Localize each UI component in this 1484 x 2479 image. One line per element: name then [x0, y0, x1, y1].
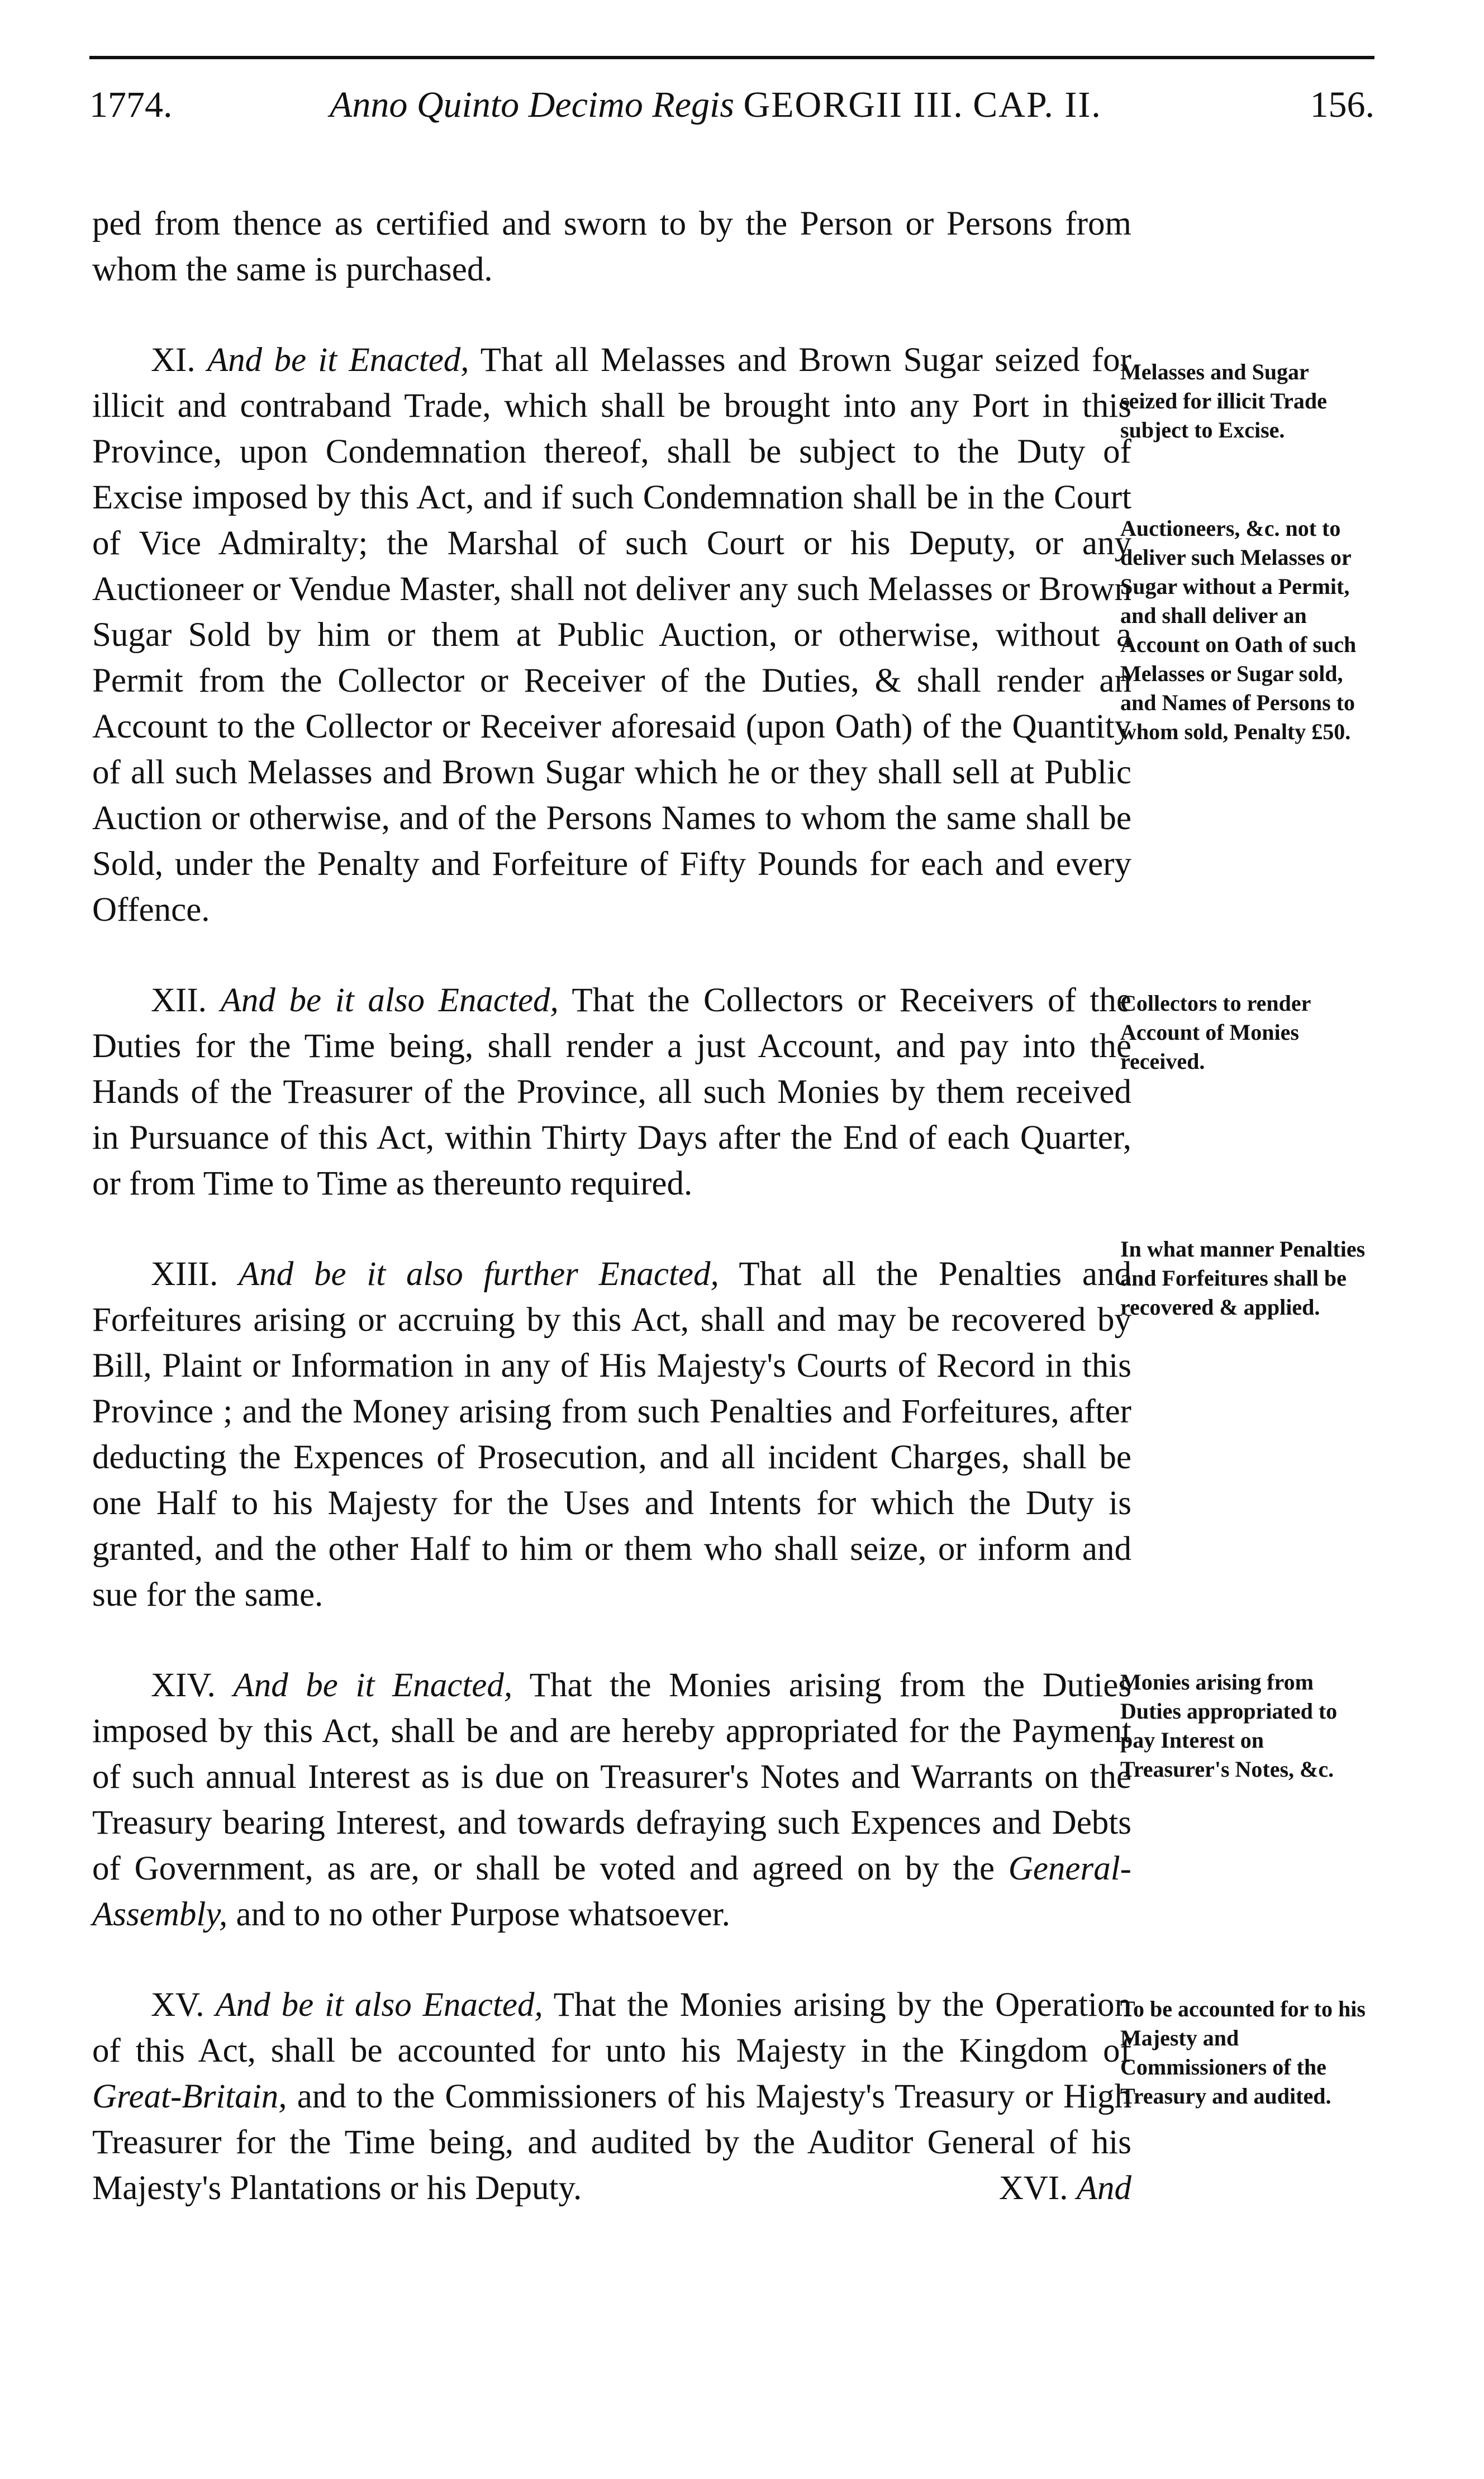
- enacting-clause: And be it also Enacted,: [220, 982, 559, 1019]
- header-year: 1774.: [89, 84, 173, 125]
- header-rule: [89, 56, 1374, 59]
- section-xi: [92, 337, 1131, 933]
- enacting-clause: And be it Enacted,: [233, 1667, 513, 1704]
- header-title-italic: Anno Quinto Decimo Regis: [330, 84, 735, 125]
- margin-note-excise: Melasses and Sugar seized for illicit Trade subject to Excise.: [1120, 359, 1327, 442]
- section-italic-term: Great-Britain,: [92, 2078, 287, 2115]
- main-text: [92, 201, 1131, 2211]
- enacting-clause: And be it Enacted,: [207, 341, 469, 379]
- section-xii: [92, 978, 1131, 1207]
- margin-note-penalties: In what manner Penalties and Forfeitures shall be recovered & applied.: [1120, 1236, 1366, 1320]
- section-number: XII.: [151, 982, 207, 1019]
- section-number: XI.: [151, 341, 196, 379]
- margin-note-monies: Monies arising from Duties appropriated to pay Interest on Treasurer's Notes, &c.: [1120, 1669, 1338, 1782]
- paragraph-continuation: [92, 201, 1131, 293]
- header-title-king: GEORGII III.: [743, 84, 964, 125]
- section-text: That the Collectors or Receivers of the Duties for the Time being, shall render a just Account, and pay into the Hands of the Treasurer of the Province, all such Monies by them received in Pursuance of this Act, within Thirty Days after the End of each Quarter, or from Time to Time as thereunto required.: [92, 982, 1132, 1202]
- section-text: That the Monies arising by the Operation of this Act, shall be accounted for unto his Majesty in the Kingdom of: [92, 1986, 1132, 2069]
- section-text: That all the Penalties and Forfeitures arising or accruing by this Act, shall and may be recovered by Bill, Plaint or Information in any of His Majesty's Courts of Record in this Province ; and the Money arising from such Penalties and Forfeitures, after deducting the Expences of Prosecution, and all incident Charges, shall be one Half to his Majesty for the Uses and Intents for which the Duty is granted, and the other Half to him or them who shall seize, or inform and sue for the same.: [92, 1255, 1131, 1614]
- section-italic-term: General-Assembly,: [92, 1850, 1131, 1933]
- paragraph-text: ped from thence as certified and sworn to by the Person or Persons from whom the same is purchased.: [92, 205, 1131, 288]
- section-xiii: [92, 1252, 1131, 1618]
- section-text: That all Melasses and Brown Sugar seized for illicit and contraband Trade, which shall be brought into any Port in this Province, upon Condemnation thereof, shall be subject to the Duty of Excise imposed by this Act, and if such Condemnation shall be in the Court of Vice Admiralty; the Marshal of such Court or his Deputy, or any Auctioneer or Vendue Master, shall not deliver any such Melasses or Brown Sugar Sold by him or them at Public Auction, or otherwise, without a Permit from the Collector or Receiver of the Duties, & shall render an Account to the Collector or Receiver aforesaid (upon Oath) of the Quantity of all such Melasses and Brown Sugar which he or they shall sell at Public Auction or otherwise, and of the Persons Names to whom the same shall be Sold, under the Penalty and Forfeiture of Fifty Pounds for each and every Offence.: [92, 341, 1131, 929]
- section-number: XV.: [151, 1986, 204, 2024]
- margin-note-accounted: To be accounted for to his Majesty and Commissioners of the Treasury and audited.: [1120, 1996, 1366, 2109]
- margin-note-auctioneers: Auctioneers, &c. not to deliver such Melasses or Sugar without a Permit, and shall deliver an Account on Oath of such Melasses or Sugar sold, and Names of Persons to whom sold, Penalty £50.: [1120, 516, 1357, 744]
- section-number: XIV.: [151, 1667, 216, 1704]
- section-xiv: [92, 1663, 1131, 1938]
- section-text: and to no other Purpose whatsoever.: [236, 1896, 730, 1933]
- catchword-number: XVI.: [998, 2169, 1068, 2207]
- page-number: 156.: [1310, 84, 1374, 125]
- enacting-clause: And be it also further Enacted,: [239, 1255, 719, 1293]
- header-title: [330, 84, 1102, 126]
- enacting-clause: And be it also Enacted,: [215, 1986, 543, 2024]
- section-number: XIII.: [151, 1255, 218, 1293]
- section-text: and to the Commissioners of his Majesty's Treasury or High Treasurer for the Time being, and audited by the Auditor General of his Majesty's Plantations or his Deputy.: [92, 2078, 1131, 2207]
- catchword-word: And: [1076, 2169, 1131, 2207]
- header-title-chapter: CAP. II.: [973, 84, 1102, 125]
- section-text: That the Monies arising from the Duties imposed by this Act, shall be and are hereby appropriated for the Payment of such annual Interest as is due on Treasurer's Notes and Warrants on the Treasury bearing Interest, and towards defraying such Expences and Debts of Government, as are, or shall be voted and agreed on by the: [92, 1667, 1132, 1887]
- running-header: [89, 73, 1374, 140]
- margin-note-collectors: Collectors to render Account of Monies received.: [1120, 991, 1311, 1074]
